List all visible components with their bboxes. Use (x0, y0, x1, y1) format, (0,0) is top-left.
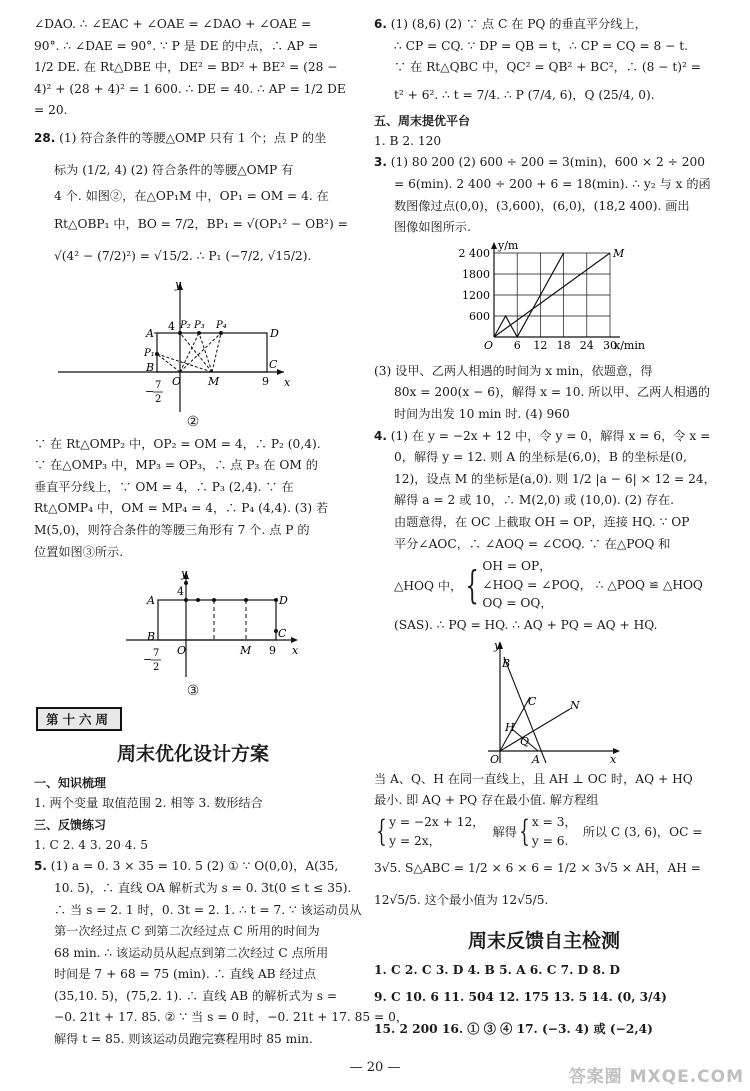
label-p3: P₃ (194, 319, 205, 331)
label-minus: − (143, 653, 153, 667)
condition-line: OQ = OQ， (482, 596, 553, 611)
text-line: 12√5/5. 这个最小值为 12√5/5. (374, 892, 549, 907)
label-c: C (269, 357, 278, 371)
text-line: 垂直平分线上，∵ OM = 4，∴ P₃ (2,4). ∵ 在 (34, 479, 294, 494)
label-four: 4 (177, 585, 184, 599)
label-d: D (279, 594, 288, 608)
text-line: 1/2 DE. 在 Rt△DBE 中，DE² = BD² + BE² = (28 − (34, 60, 338, 75)
text-line: 1. C 2. 4 3. 20 4. 5 (34, 837, 148, 852)
equation-system (374, 812, 714, 852)
figure-2 (34, 274, 352, 416)
label-b: B (502, 656, 511, 670)
text-line: 80x = 200(x − 6)，解得 x = 10. 所以甲、乙两人相遇的 (394, 385, 711, 400)
chart-svg (374, 241, 714, 359)
problem-number: 28. (34, 130, 56, 145)
condition-line: OH = OP， (482, 559, 552, 574)
text-span: (1) (8,6) (2) ∵ 点 C 在 PQ 的垂直平分线上， (390, 17, 647, 31)
point (196, 598, 200, 602)
y-tick-label: 2 400 (458, 246, 490, 260)
origin-label: O (484, 338, 494, 352)
x-axis-arrow (291, 637, 298, 643)
label-a: A (147, 594, 155, 608)
equation-line: y = −2x + 12， (389, 815, 485, 830)
x-tick-label: 30 (603, 338, 617, 352)
label-d: D (270, 326, 279, 340)
condition-stack (482, 557, 591, 613)
label-c: C (528, 694, 537, 708)
text-line: ∵ 在 Rt△OMP₂ 中，OP₂ = OM = 4，∴ P₂ (0,4). (34, 436, 321, 451)
problem-number: 6. (374, 17, 387, 31)
section-heading: 三、反馈练习 (34, 817, 107, 832)
label-seven: 7 (155, 379, 162, 391)
text-line: Rt△OBP₁ 中，BO = 7/2，BP₁ = √(OP₁² − OB²) = (54, 216, 348, 231)
figure-2-diagram (34, 274, 352, 416)
point (184, 598, 188, 602)
text-line: ∵ 在△OMP₃ 中，MP₃ = OP₃，∴ 点 P₃ 在 OM 的 (34, 458, 318, 473)
text-line: 平分∠AOC，∴ ∠AOQ = ∠COQ. ∵ 在△POQ 和 (394, 536, 671, 551)
text-line: 位置如图③所示. (34, 544, 124, 559)
y-tick-label: 1800 (462, 267, 490, 281)
label-o: O (177, 644, 187, 658)
brace: { (465, 563, 479, 608)
text-line: Rt△OMP₄ 中，OM = MP₄ = 4，∴ P₄ (4,4). (3) 若 (34, 501, 329, 516)
label-y: y (181, 567, 188, 581)
problem-28-line (34, 122, 352, 154)
segment-mp4 (212, 333, 221, 372)
x-tick-label: 6 (513, 338, 521, 352)
point-p1 (155, 352, 159, 356)
plan-title: 周末优化设计方案 (116, 743, 269, 766)
label-h: H (505, 720, 515, 734)
text-line: √(4² − (7/2)²) = √15/2. ∴ P₁ (−7/2, √15/2). (54, 248, 312, 263)
text-line: 1. 两个变量 取值范围 2. 相等 3. 数形结合 (34, 796, 263, 811)
solution-stack (532, 813, 577, 850)
label-m: M (240, 644, 252, 658)
label-p1: P₁ (144, 347, 155, 359)
solution-line: x = 3， (531, 815, 577, 830)
text-line: 时间为出发 10 min 时. (4) 960 (394, 406, 570, 421)
figure-3 (34, 565, 352, 683)
text-line: 12)，设点 M 的坐标是(a,0). 则 1/2 |a − 6| × 12 = 24， (394, 471, 716, 486)
congruence-conditions (374, 555, 714, 615)
label-p2: P₂ (180, 319, 191, 331)
text-line: 4)² + (28 + 4)² = 1 600. ∴ DE = 40. ∴ AP = 1/2 DE (34, 81, 346, 96)
label-c: C (278, 627, 287, 641)
point (212, 598, 216, 602)
y-axis-label: y/m (498, 240, 519, 252)
brace: { (519, 813, 530, 849)
text-span: (1) 在 y = −2x + 12 中，令 y = 0，解得 x = 6，令 x = (390, 428, 711, 443)
point-p3 (197, 331, 201, 335)
text-line: ∵ 在 Rt△QBC 中，QC² = QB² + BC²，∴ (8 − t)² = (394, 60, 702, 75)
label-two: 2 (155, 393, 162, 405)
label-y: y (175, 277, 182, 291)
text-line: 标为 (1/2, 4) (2) 符合条件的等腰△OMP 有 (54, 162, 294, 177)
label-n: N (570, 698, 580, 712)
text-line: 数图像过点(0,0)，(3,600)，(6,0)，(18,2 400). 画出 (394, 198, 690, 213)
text-line: 68 min. ∴ 该运动员从起点到第二次经过 C 点所用 (54, 945, 329, 960)
text-span: (1) a = 0. 3 × 35 = 10. 5 (2) ① ∵ O(0,0)，A(35, (50, 859, 339, 874)
text-line: 解得 t = 85. 则该运动员跑完赛程用时 85 min. (54, 1032, 313, 1047)
answers-row: 15. 2 200 16. ① ③ ④ 17. (−3. 4) 或 (−2,4) (374, 1022, 653, 1037)
text-span: ∴ △POQ ≌ △HOQ (595, 578, 703, 593)
label-m: M (208, 374, 220, 388)
figure-3-caption: ③ (186, 683, 200, 700)
label-four: 4 (168, 319, 175, 333)
text-line: −0. 21t + 17. 85. ② ∵ 当 s = 0 时，−0. 21t + 17. 85 = 0， (54, 1010, 409, 1025)
problem-number: 4. (374, 428, 387, 443)
point (244, 598, 248, 602)
y-tick-label: 1200 (462, 288, 490, 302)
label-y: y (494, 638, 501, 652)
problem-3-line (374, 152, 714, 174)
page-number: — 20 — (349, 1060, 401, 1075)
segment-op1 (157, 354, 180, 372)
label-two: 2 (153, 662, 160, 674)
label-x: x (284, 375, 291, 389)
label-x: x (610, 752, 617, 766)
text-line: (SAS). ∴ PQ = HQ. ∴ AQ + PQ = AQ + HQ. (394, 618, 658, 633)
point (184, 581, 188, 585)
text-line: 图像如图所示. (394, 220, 471, 235)
label-nine: 9 (262, 374, 269, 388)
text-line: 3√5. S△ABC = 1/2 × 6 × 6 = 1/2 × 3√5 × AH，AH = (374, 860, 701, 875)
week-banner: 第十六周 (36, 707, 122, 731)
label-q: Q (520, 734, 530, 748)
point-p2 (178, 331, 182, 335)
segment-mp3 (199, 333, 212, 372)
series-end-label: M (613, 246, 625, 260)
text-span: △HOQ 中， (394, 578, 463, 593)
text-line: t² + 6². ∴ t = 7/4. ∴ P (7/4, 6)，Q (25/4, 0). (394, 87, 655, 102)
text-line: ∴ CP = CQ. ∵ DP = QB = t，∴ CP = CQ = 8 − t. (394, 38, 688, 53)
section-heading: 五、周末提优平台 (374, 113, 471, 128)
text-span: (1) 符合条件的等腰△OMP 只有 1 个；点 P 的坐 (59, 130, 327, 145)
text-line: (35,10. 5)，(75,2. 1). ∴ 直线 AB 的解析式为 s = (54, 988, 338, 1003)
rectangle-abcd (157, 333, 267, 372)
watermark-logo: 答案圈 MXQE.COM (568, 1067, 744, 1087)
x-axis-arrow (277, 369, 284, 375)
text-line: (3) 设甲、乙两人相遇的时间为 x min，依题意，得 (374, 363, 653, 378)
problem-4-line (374, 426, 714, 448)
text-line: M(5,0)，则符合条件的等腰三角形有 7 个. 点 P 的 (34, 522, 310, 537)
equation-line: y = 2x， (389, 833, 441, 848)
x-tick-label: 18 (556, 338, 571, 352)
text-span: 解得 (492, 825, 517, 840)
figure-4 (374, 639, 714, 767)
text-line: 4 个. 如图②，在△OP₁M 中，OP₁ = OM = 4. 在 (54, 188, 329, 203)
label-b: B (147, 630, 156, 644)
text-line: 当 A、Q、H 在同一直线上，且 AH ⊥ OC 时，AQ + HQ (374, 771, 693, 786)
figure-4-diagram (374, 639, 714, 767)
distance-time-chart (374, 241, 714, 359)
text-span: (1) 80 200 (2) 600 ÷ 200 = 3(min)，600 × 2 ÷ 200 (390, 155, 705, 170)
solution-line: y = 6. (531, 833, 569, 848)
condition-line: ∠HOQ = ∠POQ， (482, 577, 592, 592)
point-p4 (219, 331, 223, 335)
text-line: 时间是 7 + 68 = 75 (min). ∴ 直线 AB 经过点 (54, 967, 317, 982)
text-line: ∠DAO. ∴ ∠EAC + ∠OAE = ∠DAO + ∠OAE = (34, 17, 312, 31)
problem-6-line (374, 14, 714, 36)
x-tick-label: 12 (533, 338, 548, 352)
section-heading: 一、知识梳理 (34, 776, 107, 791)
text-line: = 6(min). 2 400 ÷ 200 + 6 = 18(min). ∴ y₂ 与 x 的函 (394, 176, 711, 191)
problem-number: 5. (34, 859, 47, 874)
answers-row: 9. C 10. 6 11. 504 12. 175 13. 5 14. (0, 3/4) (374, 990, 667, 1005)
x-axis-label: x/min (614, 338, 645, 352)
label-o: O (172, 374, 182, 388)
text-line: 解得 a = 2 或 10，∴ M(2,0) 或 (10,0). (2) 存在. (394, 493, 675, 508)
text-line: ∴ 当 s = 2. 1 时，0. 3t = 2. 1. ∴ t = 7. ∵ 该运动员从 (54, 902, 362, 917)
figure-2-caption: ② (186, 413, 200, 430)
problem-5-line (34, 856, 352, 878)
text-line: 90°. ∴ ∠DAE = 90°. ∵ P 是 DE 的中点，∴ AP = (34, 38, 319, 53)
figure-3-diagram (34, 565, 352, 683)
x-tick-label: 24 (579, 338, 594, 352)
label-a: A (532, 752, 540, 766)
label-x: x (292, 644, 299, 658)
text-line: 0，解得 y = 12. 则 A 的坐标是(6,0)，B 的坐标是(0, (394, 450, 687, 465)
text-line: 最小. 即 AQ + PQ 存在最小值. 解方程组 (374, 793, 599, 808)
point (274, 598, 278, 602)
label-b: B (146, 360, 155, 374)
system-stack (389, 813, 484, 850)
right-column (374, 14, 714, 1045)
label-seven: 7 (153, 648, 160, 660)
label-p4: P₄ (216, 319, 227, 331)
text-span: 所以 C (3, 6)，OC = (582, 825, 703, 840)
label-minus: − (145, 384, 155, 398)
text-line: = 20. (34, 103, 68, 118)
label-a: A (146, 326, 154, 340)
check-title: 周末反馈自主检测 (467, 929, 620, 952)
label-nine: 9 (269, 644, 276, 658)
y-axis-arrow (491, 242, 497, 249)
brace: { (376, 813, 387, 849)
y-tick-label: 600 (469, 309, 490, 323)
text-line: 1. B 2. 120 (374, 133, 442, 148)
label-o: O (490, 752, 500, 766)
answers-row: 1. C 2. C 3. D 4. B 5. A 6. C 7. D 8. D (374, 962, 620, 977)
text-line: 第一次经过点 C 到第二次经过点 C 所用的时间为 (54, 924, 320, 939)
rectangle-abcd (158, 600, 276, 640)
text-line: 由题意得，在 OC 上截取 OH = OP，连接 HQ. ∵ OP (394, 514, 690, 529)
text-line: 10. 5)，∴ 直线 OA 解析式为 s = 0. 3t(0 ≤ t ≤ 35). (54, 880, 352, 895)
problem-number: 3. (374, 155, 387, 170)
